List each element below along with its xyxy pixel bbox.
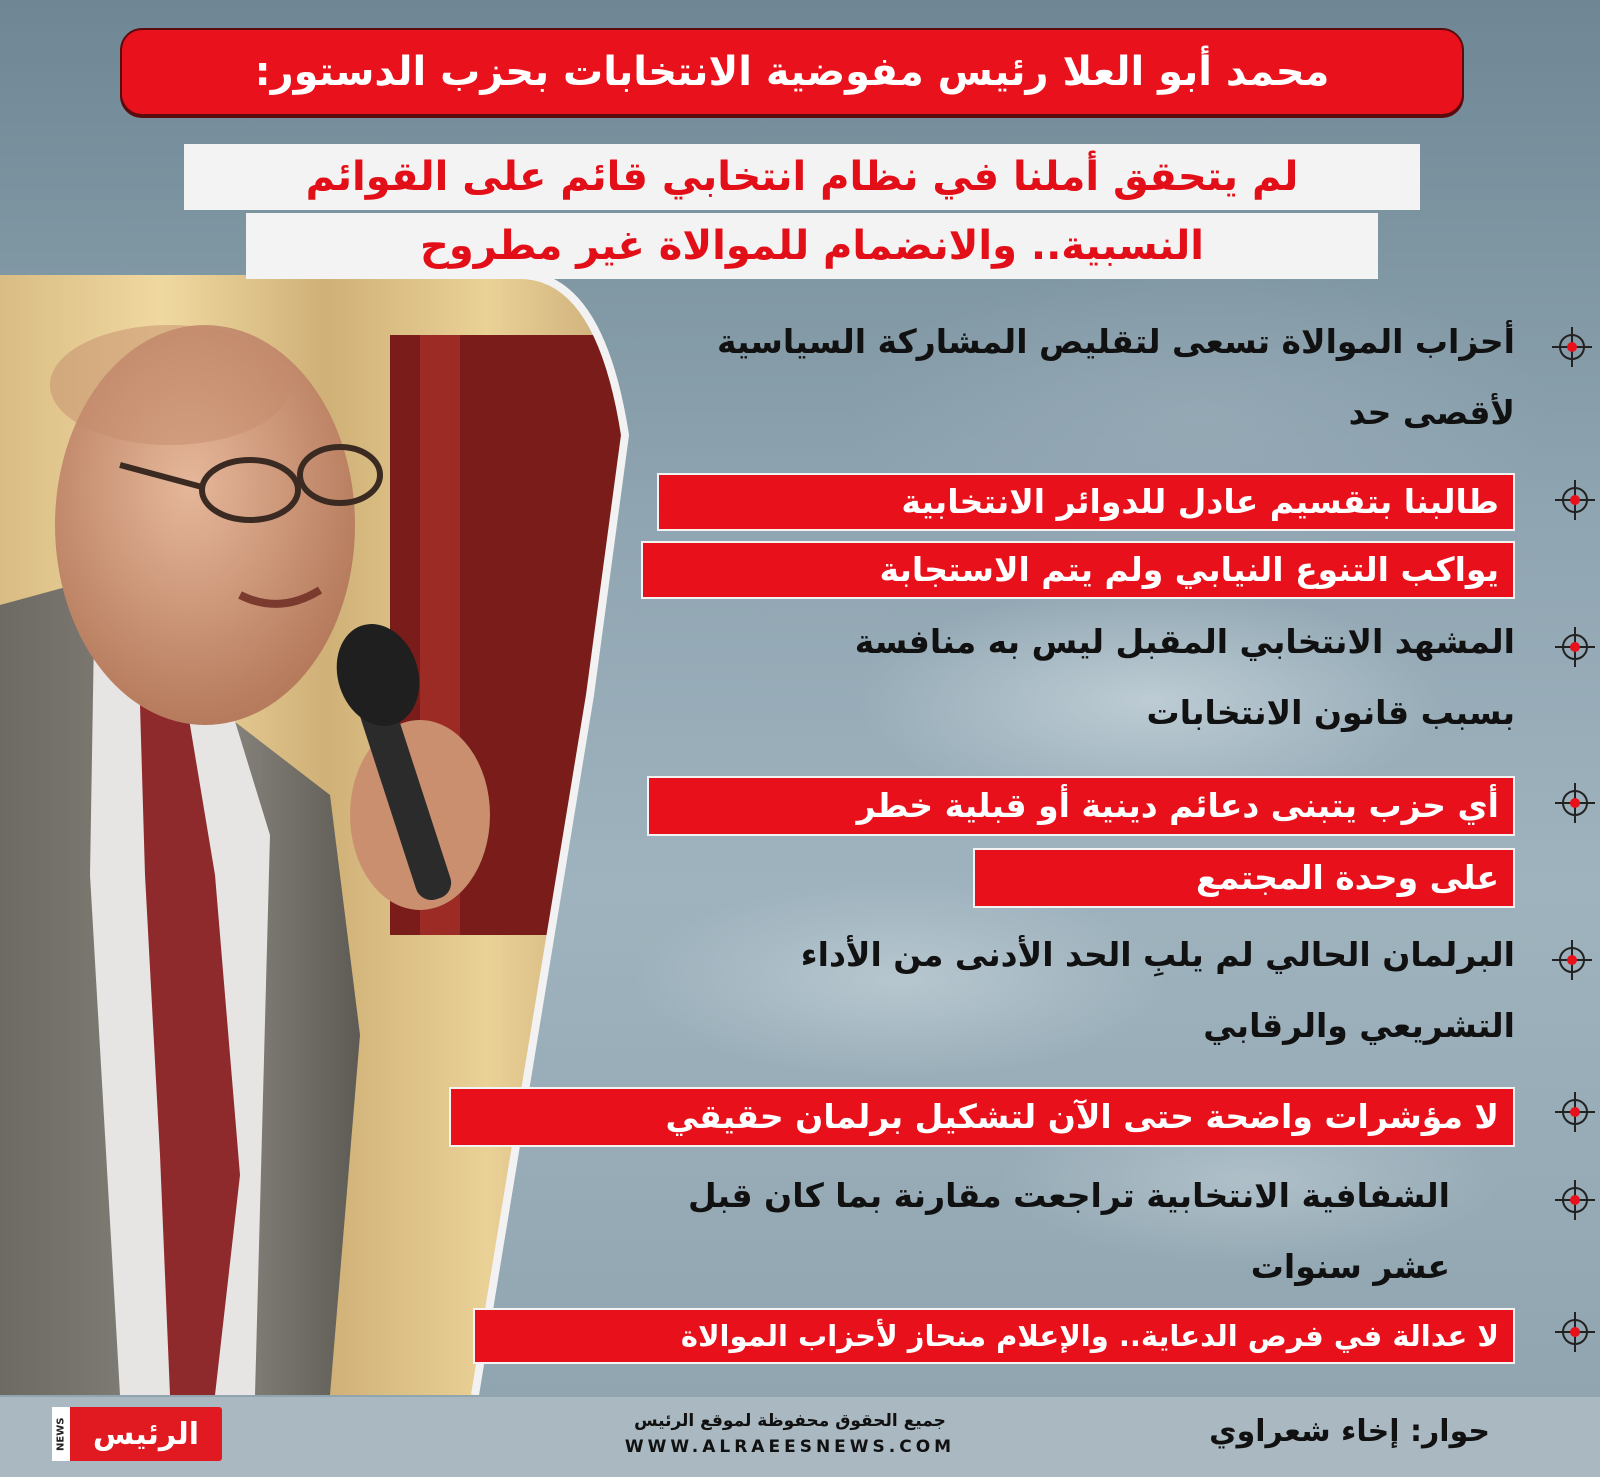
subheadline-line1-box (184, 144, 1420, 210)
target-icon (1553, 478, 1597, 522)
subheadline-line2: النسبية.. والانضمام للموالاة غير مطروح (420, 223, 1204, 269)
interview-credit: حوار: إخاء شعراوي (1209, 1414, 1490, 1449)
bullet-1-line-2: لأقصى حد (1348, 393, 1515, 432)
brand-logo (52, 1407, 222, 1461)
bullet-2-line-2: يواكب التنوع النيابي ولم يتم الاستجابة (641, 541, 1515, 599)
subheadline-line1: لم يتحقق أملنا في نظام انتخابي قائم على القوائم (305, 154, 1299, 200)
target-icon (1553, 1090, 1597, 1134)
headline-text: محمد أبو العلا رئيس مفوضية الانتخابات بحزب الدستور: (254, 49, 1330, 95)
bullet-5-line-2: التشريعي والرقابي (1203, 1006, 1515, 1045)
subheadline-line2-box (246, 213, 1378, 279)
bullet-2-line-1: طالبنا بتقسيم عادل للدوائر الانتخابية (657, 473, 1515, 531)
bullet-7-line-1: الشفافية الانتخابية تراجعت مقارنة بما كان قبل (688, 1176, 1450, 1215)
logo-news-tag: NEWS (52, 1407, 70, 1461)
copyright-text: جميع الحقوق محفوظة لموقع الرئيس (634, 1411, 946, 1431)
bullet-4-line-1: أي حزب يتبنى دعائم دينية أو قبلية خطر (647, 776, 1515, 836)
bullet-3-line-2: بسبب قانون الانتخابات (1146, 693, 1515, 732)
bullet-5-line-1: البرلمان الحالي لم يلبِ الحد الأدنى من الأداء (800, 935, 1515, 974)
bullet-3-line-1: المشهد الانتخابي المقبل ليس به منافسة (854, 622, 1515, 661)
target-icon (1550, 938, 1594, 982)
website-url: WWW.ALRAEESNEWS.COM (624, 1437, 956, 1457)
logo-name: الرئيس (92, 1416, 200, 1452)
target-icon (1553, 1178, 1597, 1222)
bullet-7-line-2: عشر سنوات (1250, 1247, 1450, 1286)
target-icon (1553, 1310, 1597, 1354)
target-icon (1553, 781, 1597, 825)
bullet-6-line-1: لا مؤشرات واضحة حتى الآن لتشكيل برلمان حقيقي (449, 1087, 1515, 1147)
speaker-photo (0, 275, 650, 1395)
headline-banner (120, 28, 1464, 116)
target-icon (1550, 325, 1594, 369)
bullet-1-line-1: أحزاب الموالاة تسعى لتقليص المشاركة السياسية (716, 322, 1515, 361)
bullet-8-line-1: لا عدالة في فرص الدعاية.. والإعلام منحاز لأحزاب الموالاة (473, 1308, 1515, 1364)
bullet-4-line-2: على وحدة المجتمع (973, 848, 1515, 908)
target-icon (1553, 625, 1597, 669)
